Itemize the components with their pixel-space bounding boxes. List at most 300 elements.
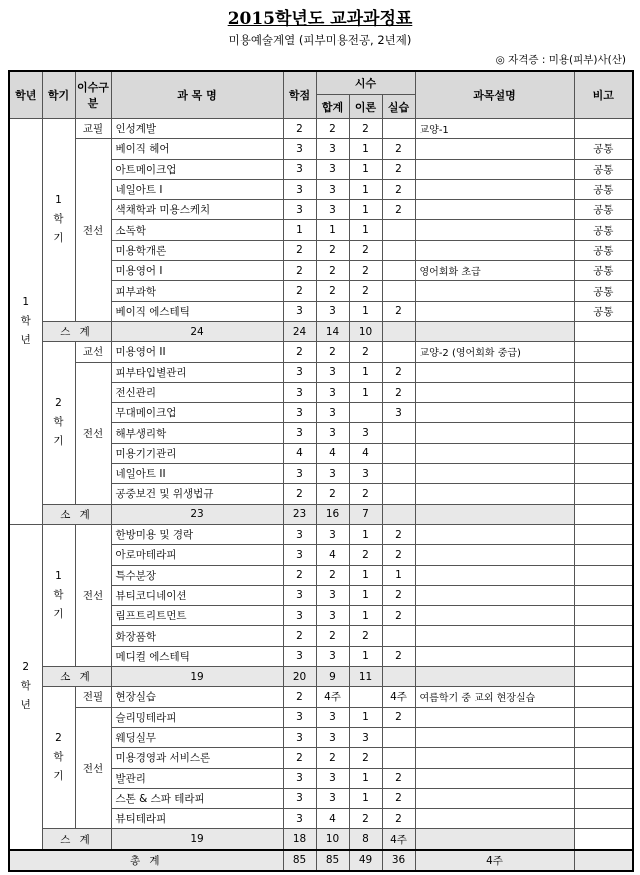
- cell-credits: 2: [283, 281, 316, 301]
- cell-name: 현장실습: [111, 687, 283, 707]
- subtotal-practice: 10: [349, 321, 382, 341]
- year-cell: 1 학 년: [9, 119, 42, 525]
- cell-practice: 2: [382, 606, 415, 626]
- cell-total: 2: [316, 484, 349, 504]
- cell-credits: 4: [283, 443, 316, 463]
- cell-name: 스톤 & 스파 테라피: [111, 788, 283, 808]
- cell-total: 2: [316, 626, 349, 646]
- cell-name: 메디컬 에스테틱: [111, 646, 283, 666]
- cell-theory: 1: [349, 565, 382, 585]
- cell-name: 네일아트 I: [111, 179, 283, 199]
- cell-note: [574, 423, 633, 443]
- cell-practice: [382, 261, 415, 281]
- cell-desc: [415, 281, 574, 301]
- cell-total: 3: [316, 606, 349, 626]
- cell-desc: 교양-2 (영어회화 중급): [415, 342, 574, 362]
- cell-theory: [349, 403, 382, 423]
- total-credits: 85: [283, 850, 316, 871]
- cell-theory: 2: [349, 342, 382, 362]
- cell-theory: 1: [349, 646, 382, 666]
- cell-credits: 2: [283, 484, 316, 504]
- cell-practice: 2: [382, 139, 415, 159]
- cell-name: 해부생리학: [111, 423, 283, 443]
- cell-theory: 1: [349, 220, 382, 240]
- cell-practice: [382, 240, 415, 260]
- cell-desc: [415, 362, 574, 382]
- subtotal-row: [9, 667, 633, 687]
- cell-practice: 2: [382, 809, 415, 829]
- cell-practice: [382, 484, 415, 504]
- cell-total: 4: [316, 443, 349, 463]
- course-type-cell: 전선: [75, 362, 111, 504]
- cell-name: 베이직 헤어: [111, 139, 283, 159]
- cell-practice: [382, 119, 415, 139]
- table-row: [9, 139, 633, 159]
- cell-credits: 3: [283, 200, 316, 220]
- cell-credits: 3: [283, 362, 316, 382]
- cell-note: [574, 788, 633, 808]
- table-row: [9, 687, 633, 707]
- cell-name: 뷰티테라피: [111, 809, 283, 829]
- semester-cell: 1 학 기: [42, 524, 75, 666]
- cell-total: 3: [316, 727, 349, 747]
- subtotal-practice: 11: [349, 667, 382, 687]
- semester-cell: 2 학 기: [42, 342, 75, 504]
- cell-credits: 3: [283, 159, 316, 179]
- cell-note: [574, 443, 633, 463]
- cell-credits: 2: [283, 119, 316, 139]
- cell-theory: 2: [349, 545, 382, 565]
- subtotal-row: [9, 829, 633, 850]
- cell-credits: 3: [283, 139, 316, 159]
- table-row: [9, 342, 633, 362]
- cell-credits: 3: [283, 382, 316, 402]
- cell-desc: [415, 240, 574, 260]
- subtotal-credits: 24: [111, 321, 283, 341]
- cell-theory: 2: [349, 261, 382, 281]
- semester-cell: 1 학 기: [42, 119, 75, 322]
- cell-name: 한방미용 및 경락: [111, 524, 283, 544]
- course-type-cell: 교선: [75, 342, 111, 362]
- cell-total: 3: [316, 707, 349, 727]
- cell-name: 아로마테라피: [111, 545, 283, 565]
- cell-total: 3: [316, 362, 349, 382]
- header-hours-theory: 이론: [349, 95, 382, 119]
- cell-total: 1: [316, 220, 349, 240]
- cell-desc: [415, 403, 574, 423]
- certificate-note: ◎ 자격증 : 미용(피부)사(산): [495, 54, 626, 66]
- cell-credits: 1: [283, 220, 316, 240]
- subtotal-label: 소 계: [42, 504, 111, 524]
- cell-note: [574, 626, 633, 646]
- cell-theory: 2: [349, 240, 382, 260]
- cell-practice: [382, 626, 415, 646]
- header-year: 학년: [9, 71, 42, 119]
- cell-credits: 3: [283, 809, 316, 829]
- cell-theory: 3: [349, 727, 382, 747]
- cell-note: [574, 403, 633, 423]
- cell-total: 3: [316, 768, 349, 788]
- cell-credits: 3: [283, 403, 316, 423]
- header-hours-total: 합계: [316, 95, 349, 119]
- cell-theory: 4: [349, 443, 382, 463]
- cell-total: 3: [316, 524, 349, 544]
- subtotal-label: 스 계: [42, 321, 111, 341]
- cell-total: 3: [316, 179, 349, 199]
- cell-name: 무대메이크업: [111, 403, 283, 423]
- cell-total: 3: [316, 585, 349, 605]
- cell-desc: [415, 179, 574, 199]
- cell-credits: 2: [283, 565, 316, 585]
- cell-note: [574, 565, 633, 585]
- cell-total: 2: [316, 748, 349, 768]
- cell-desc: [415, 565, 574, 585]
- cell-desc: [415, 484, 574, 504]
- cell-name: 피부과학: [111, 281, 283, 301]
- cell-desc: [415, 220, 574, 240]
- cell-theory: 2: [349, 809, 382, 829]
- cell-total: 2: [316, 281, 349, 301]
- cell-credits: 2: [283, 240, 316, 260]
- cell-theory: 2: [349, 626, 382, 646]
- cell-theory: 2: [349, 748, 382, 768]
- cell-total: 4: [316, 809, 349, 829]
- semester-cell: 2 학 기: [42, 687, 75, 829]
- table-row: [9, 119, 633, 139]
- header-type: 이수구분: [75, 71, 111, 119]
- cell-note: [574, 545, 633, 565]
- cell-note: [574, 342, 633, 362]
- header-row: [9, 71, 633, 95]
- cell-desc: [415, 139, 574, 159]
- course-type-cell: 전필: [75, 687, 111, 707]
- cell-practice: [382, 727, 415, 747]
- cell-note: [574, 748, 633, 768]
- cell-theory: 1: [349, 382, 382, 402]
- cell-total: 2: [316, 342, 349, 362]
- cell-note: 공통: [574, 159, 633, 179]
- cell-practice: 2: [382, 646, 415, 666]
- total-note: [574, 850, 633, 871]
- cell-desc: [415, 585, 574, 605]
- course-type-cell: 전선: [75, 139, 111, 322]
- cell-note: [574, 707, 633, 727]
- cell-credits: 3: [283, 707, 316, 727]
- cell-practice: [382, 443, 415, 463]
- cell-total: 3: [316, 139, 349, 159]
- cell-credits: 2: [283, 748, 316, 768]
- cell-theory: 2: [349, 119, 382, 139]
- cell-practice: [382, 342, 415, 362]
- cell-note: 공통: [574, 200, 633, 220]
- cell-total: 3: [316, 159, 349, 179]
- cell-name: 미용경영과 서비스론: [111, 748, 283, 768]
- cell-credits: 3: [283, 768, 316, 788]
- cell-practice: 2: [382, 159, 415, 179]
- cell-theory: 2: [349, 281, 382, 301]
- subtotal-total: 18: [283, 829, 316, 850]
- course-type-cell: 교필: [75, 119, 111, 139]
- total-label: 총 계: [9, 850, 283, 871]
- cell-theory: 1: [349, 362, 382, 382]
- cell-note: 공통: [574, 179, 633, 199]
- cell-note: [574, 768, 633, 788]
- curriculum-table: [8, 70, 634, 872]
- cell-total: 3: [316, 382, 349, 402]
- subtotal-note: [415, 504, 574, 524]
- cell-theory: 1: [349, 200, 382, 220]
- subtotal-theory: 14: [316, 321, 349, 341]
- year-cell: 2 학 년: [9, 524, 42, 849]
- cell-practice: 2: [382, 200, 415, 220]
- subtotal-desc: 4주: [382, 829, 415, 850]
- subtotal-practice: 7: [349, 504, 382, 524]
- cell-credits: 2: [283, 626, 316, 646]
- cell-practice: 3: [382, 403, 415, 423]
- cell-desc: 교양-1: [415, 119, 574, 139]
- cell-practice: [382, 748, 415, 768]
- cell-note: [574, 464, 633, 484]
- cell-credits: 3: [283, 423, 316, 443]
- cell-desc: [415, 464, 574, 484]
- header-credits: 학점: [283, 71, 316, 119]
- header-description: 과목설명: [415, 71, 574, 119]
- subtotal-note: [415, 829, 574, 850]
- cell-note: [574, 362, 633, 382]
- cell-total: 4주: [316, 687, 349, 707]
- cell-credits: 3: [283, 585, 316, 605]
- subtotal-row: [9, 321, 633, 341]
- cell-theory: 1: [349, 159, 382, 179]
- page-subtitle: 미용예술계열 (피부미용전공, 2년제): [228, 33, 412, 47]
- cell-name: 미용영어 I: [111, 261, 283, 281]
- cell-name: 뷰티코디네이션: [111, 585, 283, 605]
- subtotal-total: 24: [283, 321, 316, 341]
- cell-desc: [415, 159, 574, 179]
- table-row: [9, 362, 633, 382]
- cell-desc: [415, 707, 574, 727]
- cell-credits: 3: [283, 606, 316, 626]
- cell-practice: 2: [382, 179, 415, 199]
- cell-name: 네일아트 II: [111, 464, 283, 484]
- cell-desc: [415, 626, 574, 646]
- subtotal-label: 스 계: [42, 829, 111, 850]
- cell-practice: 2: [382, 585, 415, 605]
- cell-note: [574, 484, 633, 504]
- cell-name: 인성계발: [111, 119, 283, 139]
- cell-desc: [415, 606, 574, 626]
- cell-credits: 3: [283, 524, 316, 544]
- subtotal-credits: 19: [111, 829, 283, 850]
- cell-desc: [415, 423, 574, 443]
- total-total: 85: [316, 850, 349, 871]
- course-type-cell: 전선: [75, 707, 111, 829]
- cell-note: [574, 606, 633, 626]
- cell-practice: [382, 281, 415, 301]
- cell-practice: 2: [382, 301, 415, 321]
- subtotal-label: 소 계: [42, 667, 111, 687]
- cell-practice: 2: [382, 545, 415, 565]
- cell-credits: 2: [283, 687, 316, 707]
- cell-total: 2: [316, 261, 349, 281]
- subtotal-desc: [382, 321, 415, 341]
- cell-total: 2: [316, 240, 349, 260]
- cell-practice: 2: [382, 707, 415, 727]
- cell-credits: 3: [283, 788, 316, 808]
- cell-name: 특수분장: [111, 565, 283, 585]
- cell-name: 아트메이크업: [111, 159, 283, 179]
- header-hours-practice: 실습: [382, 95, 415, 119]
- cell-total: 3: [316, 403, 349, 423]
- cell-theory: 1: [349, 301, 382, 321]
- cell-practice: 4주: [382, 687, 415, 707]
- cell-theory: 2: [349, 484, 382, 504]
- cell-name: 림프트리트먼트: [111, 606, 283, 626]
- cell-desc: [415, 301, 574, 321]
- cell-desc: [415, 524, 574, 544]
- course-type-cell: 전선: [75, 524, 111, 666]
- cell-name: 슬리밍테라피: [111, 707, 283, 727]
- subtotal-desc: [382, 504, 415, 524]
- cell-name: 베이직 에스테틱: [111, 301, 283, 321]
- cell-theory: [349, 687, 382, 707]
- table-row: [9, 524, 633, 544]
- subtotal-credits: 19: [111, 667, 283, 687]
- table-body: [9, 119, 633, 871]
- subtotal-theory: 16: [316, 504, 349, 524]
- cell-credits: 3: [283, 545, 316, 565]
- cell-desc: 여름학기 중 교외 현장실습: [415, 687, 574, 707]
- subtotal-row: [9, 504, 633, 524]
- subtotal-practice: 8: [349, 829, 382, 850]
- cell-desc: [415, 727, 574, 747]
- cell-total: 3: [316, 464, 349, 484]
- cell-credits: 2: [283, 342, 316, 362]
- cell-credits: 3: [283, 301, 316, 321]
- cell-name: 전신관리: [111, 382, 283, 402]
- cell-note: 공통: [574, 139, 633, 159]
- cell-theory: 3: [349, 464, 382, 484]
- cell-name: 화장품학: [111, 626, 283, 646]
- cell-practice: 2: [382, 382, 415, 402]
- cell-practice: 2: [382, 362, 415, 382]
- cell-desc: [415, 809, 574, 829]
- cell-name: 미용기기관리: [111, 443, 283, 463]
- cell-desc: [415, 788, 574, 808]
- cell-name: 미용학개론: [111, 240, 283, 260]
- cell-total: 3: [316, 646, 349, 666]
- cell-note: 공통: [574, 281, 633, 301]
- cell-theory: 1: [349, 179, 382, 199]
- cell-theory: 1: [349, 585, 382, 605]
- cell-desc: [415, 768, 574, 788]
- cell-credits: 3: [283, 646, 316, 666]
- cell-desc: [415, 443, 574, 463]
- cell-total: 2: [316, 565, 349, 585]
- cell-name: 발관리: [111, 768, 283, 788]
- cell-desc: 영어회화 초급: [415, 261, 574, 281]
- cell-total: 3: [316, 788, 349, 808]
- cell-total: 2: [316, 119, 349, 139]
- total-theory: 49: [349, 850, 382, 871]
- cell-note: [574, 585, 633, 605]
- cell-note: [574, 382, 633, 402]
- cell-note: [574, 687, 633, 707]
- cell-desc: [415, 646, 574, 666]
- cell-desc: [415, 200, 574, 220]
- total-practice: 36: [382, 850, 415, 871]
- cell-total: 4: [316, 545, 349, 565]
- cell-credits: 3: [283, 727, 316, 747]
- cell-theory: 1: [349, 788, 382, 808]
- cell-theory: 1: [349, 524, 382, 544]
- subtotal-desc: [382, 667, 415, 687]
- cell-practice: 2: [382, 788, 415, 808]
- cell-theory: 1: [349, 606, 382, 626]
- subtotal-total: 20: [283, 667, 316, 687]
- cell-practice: 1: [382, 565, 415, 585]
- header-hours: 시수: [316, 71, 415, 95]
- cell-desc: [415, 382, 574, 402]
- cell-name: 미용영어 II: [111, 342, 283, 362]
- cell-note: [574, 524, 633, 544]
- cell-practice: 2: [382, 524, 415, 544]
- total-desc: 4주: [415, 850, 574, 871]
- cell-name: 공중보건 및 위생법규: [111, 484, 283, 504]
- cell-credits: 3: [283, 179, 316, 199]
- cell-theory: 3: [349, 423, 382, 443]
- cell-total: 3: [316, 423, 349, 443]
- cell-name: 소독학: [111, 220, 283, 240]
- cell-note: [574, 809, 633, 829]
- cell-name: 피부타입별관리: [111, 362, 283, 382]
- cell-note: [574, 646, 633, 666]
- cell-name: 색채학과 미용스케치: [111, 200, 283, 220]
- cell-theory: 1: [349, 139, 382, 159]
- header-semester: 학기: [42, 71, 75, 119]
- cell-note: [574, 727, 633, 747]
- subtotal-total: 23: [283, 504, 316, 524]
- cell-practice: [382, 464, 415, 484]
- cell-theory: 1: [349, 707, 382, 727]
- cell-practice: 2: [382, 768, 415, 788]
- cell-note: [574, 119, 633, 139]
- cell-note: 공통: [574, 240, 633, 260]
- subtotal-note: [415, 321, 574, 341]
- header-course-name: 과 목 명: [111, 71, 283, 119]
- cell-desc: [415, 545, 574, 565]
- page-title: 2015학년도 교과과정표: [227, 9, 413, 29]
- subtotal-note: [415, 667, 574, 687]
- header-note: 비고: [574, 71, 633, 119]
- cell-desc: [415, 748, 574, 768]
- cell-note: 공통: [574, 301, 633, 321]
- cell-theory: 1: [349, 768, 382, 788]
- cell-note: 공통: [574, 261, 633, 281]
- grand-total-row: [9, 850, 633, 871]
- subtotal-credits: 23: [111, 504, 283, 524]
- table-row: [9, 707, 633, 727]
- cell-credits: 3: [283, 464, 316, 484]
- cell-practice: [382, 423, 415, 443]
- cell-total: 3: [316, 301, 349, 321]
- cell-practice: [382, 220, 415, 240]
- cell-note: 공통: [574, 220, 633, 240]
- subtotal-theory: 10: [316, 829, 349, 850]
- cell-credits: 2: [283, 261, 316, 281]
- cell-name: 웨딩실무: [111, 727, 283, 747]
- cell-total: 3: [316, 200, 349, 220]
